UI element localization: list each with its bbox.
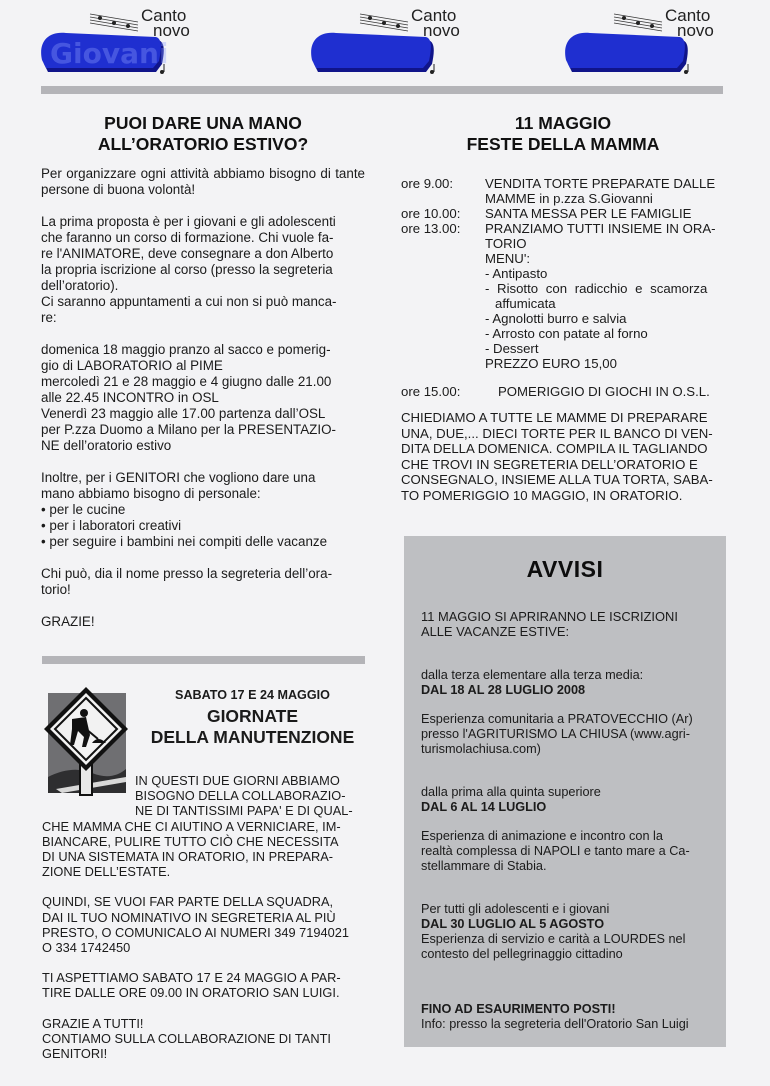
- schedule-row: [401, 176, 725, 206]
- bullet-item: • per i laboratori creativi: [41, 518, 182, 533]
- text-line: DI UNA SISTEMATA IN ORATORIO, IN PREPARA-: [42, 849, 334, 865]
- avvisi-info: Info: presso la segreteria dell'Oratorio San Luigi: [421, 1017, 689, 1031]
- text-line: PRESTO, O COMUNICALO AI NUMERI 349 7194021: [42, 924, 350, 940]
- text-line: DITA DELLA DOMENICA. COMPILA IL TAGLIANDO: [401, 441, 708, 456]
- logo-giovani-canto-novo: [38, 6, 208, 76]
- schedule-text: SANTA MESSA PER LE FAMIGLIE: [485, 206, 692, 221]
- group-dates: DAL 30 LUGLIO AL 5 AGOSTO: [421, 917, 605, 931]
- avvisi-intro: [421, 609, 710, 639]
- schedule-text: VENDITA TORTE PREPARATE DALLE: [485, 176, 716, 191]
- schedule-row: [401, 221, 725, 251]
- manutenzione-body: [42, 773, 368, 1061]
- text-line: turismolachiusa.com): [421, 742, 541, 756]
- logo-novo-text: novo: [153, 21, 190, 40]
- text-line: re l'ANIMATORE, deve consegnare a don Alberto: [41, 246, 334, 261]
- text-line: IN QUESTI DUE GIORNI ABBIAMO: [135, 773, 340, 788]
- group-label: dalla terza elementare alla terza media:: [421, 668, 644, 682]
- logo-giovani-canto-novo: [308, 6, 478, 76]
- oratorio-appointments: [41, 342, 365, 454]
- text-line: la propria iscrizione al corso (presso la segreteria: [41, 262, 333, 277]
- text-line: Venerdì 23 maggio alle 17.00 partenza dall’OSL: [41, 406, 326, 421]
- schedule-text: TORIO: [485, 236, 527, 251]
- schedule-row: [401, 206, 725, 221]
- avvisi-closing: FINO AD ESAURIMENTO POSTI!: [421, 1002, 616, 1016]
- bullet-item: • per le cucine: [41, 502, 126, 517]
- text-line: NE DI TANTISSIMI PAPA' E DI QUAL-: [135, 803, 353, 819]
- menu-item: - Agnolotti burro e salvia: [485, 311, 627, 326]
- avvisi-group-2: [421, 785, 710, 874]
- schedule-time: ore 15.00:: [401, 384, 461, 399]
- schedule-row: [401, 384, 725, 399]
- text-line: BIANCARE, PULIRE TUTTO CIÒ CHE NECESSITA: [42, 833, 339, 849]
- text-line: GRAZIE A TUTTI!: [42, 1015, 144, 1031]
- top-divider: [41, 86, 723, 94]
- manutenzione-title-line1: GIORNATE: [206, 706, 299, 726]
- text-line: contesto del pellegrinaggio cittadino: [421, 947, 623, 961]
- logo-novo-text: novo: [677, 21, 714, 40]
- menu-item: - Dessert: [485, 341, 539, 356]
- oratorio-contact: [41, 566, 365, 598]
- avvisi-title: AVVISI: [526, 556, 604, 582]
- section-divider: [42, 656, 365, 664]
- oratorio-parents: [41, 470, 365, 550]
- text-line: che faranno un corso di formazione. Chi vuole fa-: [41, 230, 334, 245]
- menu-label: MENU':: [485, 251, 531, 266]
- mamma-title: [400, 113, 726, 155]
- oratorio-intro: Per organizzare ogni attività abbiamo bisogno di tante persone di buona volontà!: [41, 166, 365, 197]
- group-dates: DAL 6 AL 14 LUGLIO: [421, 800, 547, 814]
- text-line: UNA, DUE,... DIECI TORTE PER IL BANCO DI VEN-: [401, 425, 713, 441]
- avvisi-box: [404, 536, 726, 1047]
- text-line: La prima proposta è per i giovani e gli adolescenti: [41, 214, 336, 229]
- text-line: realtà complessa di NAPOLI e tanto mare a Ca-: [421, 844, 690, 858]
- text-line: alle 22.45 INCONTRO in OSL: [41, 390, 219, 405]
- avvisi-group-1: [421, 668, 710, 757]
- menu-item: - Arrosto con patate al forno: [485, 326, 648, 341]
- text-line: per P.zza Duomo a Milano per la PRESENTAZIO-: [41, 422, 336, 437]
- group-label: Per tutti gli adolescenti e i giovani: [421, 902, 610, 916]
- manutenzione-title-line2: DELLA MANUTENZIONE: [150, 727, 355, 747]
- text-line: Esperienza comunitaria a PRATOVECCHIO (Ar): [421, 712, 693, 726]
- text-line: re:: [41, 310, 57, 325]
- text-line: QUINDI, SE VUOI FAR PARTE DELLA SQUADRA,: [42, 894, 334, 910]
- schedule-time: ore 10.00:: [401, 206, 461, 221]
- oratorio-title-line1: PUOI DARE UNA MANO: [104, 113, 302, 133]
- text-line: CONSEGNALO, INSIEME ALLA TUA TORTA, SABA-: [401, 472, 713, 487]
- group-label: dalla prima alla quinta superiore: [421, 785, 601, 799]
- text-line: ZIONE DELL’ESTATE.: [42, 864, 171, 880]
- schedule-text: MAMME in p.zza S.Giovanni: [485, 191, 653, 206]
- text-line: TI ASPETTIAMO SABATO 17 E 24 MAGGIO A PAR-: [42, 970, 341, 986]
- text-line: mercoledì 21 e 28 maggio e 4 giugno dalle 21.00: [41, 374, 332, 389]
- text-line: domenica 18 maggio pranzo al sacco e pomerig-: [41, 342, 331, 357]
- text-line: CONTIAMO SULLA COLLABORAZIONE DI TANTI: [42, 1030, 331, 1046]
- svg-text:Giovani: Giovani: [50, 37, 169, 70]
- oratorio-title-line2: ALL’ORATORIO ESTIVO?: [97, 134, 309, 154]
- schedule-text: PRANZIAMO TUTTI INSIEME IN ORA-: [485, 221, 716, 236]
- text-line: mano abbiamo bisogno di personale:: [41, 486, 261, 501]
- text-line: torio!: [41, 582, 71, 597]
- menu-item: - Risotto con radicchio e scamorza: [485, 281, 708, 296]
- text-line: DAI IL TUO NOMINATIVO IN SEGRETERIA AL PIÙ: [42, 909, 336, 925]
- text-line: Ci saranno appuntamenti a cui non si può manca-: [41, 294, 337, 309]
- logo-canto-text: Canto: [665, 6, 711, 25]
- text-line: CHE TROVI IN SEGRETERIA DELL’ORATORIO E: [401, 456, 698, 472]
- text-line: 11 MAGGIO SI APRIRANNO LE ISCRIZIONI: [421, 609, 678, 624]
- text-line: dell’oratorio).: [41, 278, 119, 293]
- text-line: presso l'AGRITURISMO LA CHIUSA (www.agri-: [421, 727, 690, 741]
- text-line: Chi può, dia il nome presso la segreteria dell’ora-: [41, 566, 333, 581]
- lunch-menu: [401, 251, 725, 371]
- text-line: CHE MAMMA CHE CI AIUTINO A VERNICIARE, IM-: [42, 818, 341, 834]
- bullet-item: • per seguire i bambini nei compiti delle vacanze: [41, 534, 328, 549]
- oratorio-animatori: [41, 214, 365, 326]
- schedule-text: POMERIGGIO DI GIOCHI IN O.S.L.: [498, 384, 710, 399]
- text-line: GENITORI!: [42, 1046, 108, 1062]
- mamma-title-line2: FESTE DELLA MAMMA: [466, 134, 660, 154]
- text-line: BISOGNO DELLA COLLABORAZIO-: [135, 788, 346, 804]
- avvisi-footer: [421, 1002, 710, 1032]
- menu-price: PREZZO EURO 15,00: [485, 356, 617, 371]
- oratorio-title: [41, 113, 365, 155]
- group-dates: DAL 18 AL 28 LUGLIO 2008: [421, 683, 586, 697]
- text-line: gio di LABORATORIO al PIME: [41, 358, 223, 373]
- schedule-time: ore 9.00:: [401, 176, 454, 191]
- avvisi-group-3: [421, 902, 710, 962]
- text-line: ALLE VACANZE ESTIVE:: [421, 624, 570, 639]
- text-line: TO POMERIGGIO 10 MAGGIO, IN ORATORIO.: [401, 487, 683, 503]
- text-line: TIRE DALLE ORE 09.00 IN ORATORIO SAN LUIGI.: [42, 985, 340, 1001]
- logo-canto-text: Canto: [411, 6, 457, 25]
- schedule-time: ore 13.00:: [401, 221, 461, 236]
- logo-novo-text: novo: [423, 21, 460, 40]
- oratorio-thanks: GRAZIE!: [41, 614, 95, 629]
- mamma-title-line1: 11 MAGGIO: [514, 113, 612, 133]
- text-line: CHIEDIAMO A TUTTE LE MAMME DI PREPARARE: [401, 410, 708, 425]
- text-line: stellammare di Stabia.: [421, 859, 547, 873]
- text-line: Inoltre, per i GENITORI che vogliono dare una: [41, 470, 316, 485]
- menu-item: affumicata: [495, 296, 556, 311]
- text-line: Esperienza di servizio e carità a LOURDES nel: [421, 932, 686, 946]
- oratorio-body: [41, 166, 365, 630]
- text-line: NE dell’oratorio estivo: [41, 438, 172, 453]
- manutenzione-date: SABATO 17 E 24 MAGGIO: [175, 688, 330, 702]
- mamma-request: [401, 410, 725, 503]
- manutenzione-heading: [140, 688, 365, 748]
- menu-item: - Antipasto: [485, 266, 548, 281]
- text-line: O 334 1742450: [42, 940, 131, 956]
- logo-canto-text: Canto: [141, 6, 187, 25]
- mamma-schedule: [401, 176, 725, 399]
- logo-giovani-canto-novo: [562, 6, 732, 76]
- text-line: Esperienza di animazione e incontro con la: [421, 829, 663, 843]
